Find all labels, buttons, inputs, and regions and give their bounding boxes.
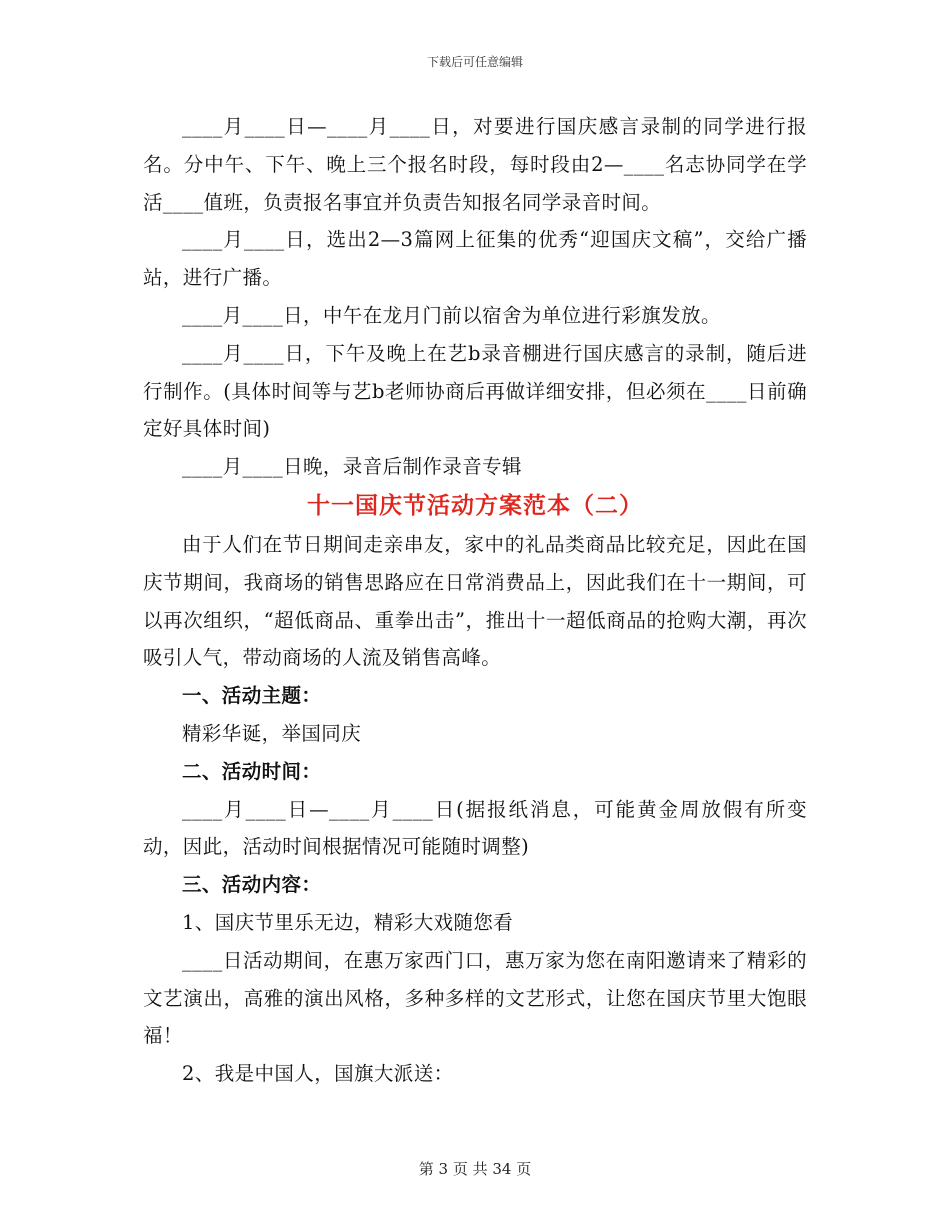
heading-content: 三、活动内容：	[182, 873, 322, 897]
paragraph-item-2: 2、我是中国人，国旗大派送：	[182, 1062, 454, 1086]
paragraph-broadcast: ____月____日，选出2—3篇网上征集的优秀“迎国庆文稿”，交给广播站，进行广播。	[143, 228, 807, 290]
paragraph-time: ____月____日—____月____日(据报纸消息，可能黄金周放假有所变动，因此，活动时间根据情况可能随时调整)	[143, 797, 807, 859]
paragraph-flag-distribution: ____月____日，中午在龙月门前以宿舍为单位进行彩旗发放。	[182, 303, 721, 327]
heading-theme: 一、活动主题：	[182, 684, 322, 708]
paragraph-recording: ____月____日，下午及晚上在艺b录音棚进行国庆感言的录制，随后进行制作。(具体时间等与艺b老师协商后再做详细安排，但必须在____日前确定好具体时间)	[143, 341, 807, 441]
paragraph-registration: ____月____日—____月____日，对要进行国庆感言录制的同学进行报名。分中午、下午、晚上三个报名时段，每时段由2—____名志协同学在学活____值班，负责报名事宜并负责告知报名同学录音时间。	[143, 115, 807, 214]
document-body	[143, 108, 807, 1093]
page-number: 第 3 页 共 34 页	[418, 1160, 532, 1178]
paragraph-theme: 精彩华诞，举国同庆	[182, 721, 362, 745]
paragraph-item-1: 1、国庆节里乐无边，精彩大戏随您看	[182, 910, 514, 934]
header-note: 下载后可任意编辑	[426, 55, 523, 69]
paragraph-performance: ____日活动期间，在惠万家西门口，惠万家为您在南阳邀请来了精彩的文艺演出，高雅的演出风格，多种多样的文艺形式，让您在国庆节里大饱眼福！	[143, 948, 807, 1048]
section-title: 十一国庆节活动方案范本（二）	[307, 491, 643, 519]
paragraph-album: ____月____日晚，录音后制作录音专辑	[182, 455, 522, 479]
paragraph-intro: 由于人们在节日期间走亲串友，家中的礼品类商品比较充足，因此在国庆节期间，我商场的销售思路应在日常消费品上，因此我们在十一期间，可以再次组织，“超低商品、重拳出击”，推出十一超低商品的抢购大潮，再次吸引人气，带动商场的人流及销售高峰。	[143, 532, 807, 670]
heading-time: 二、活动时间：	[182, 759, 322, 783]
